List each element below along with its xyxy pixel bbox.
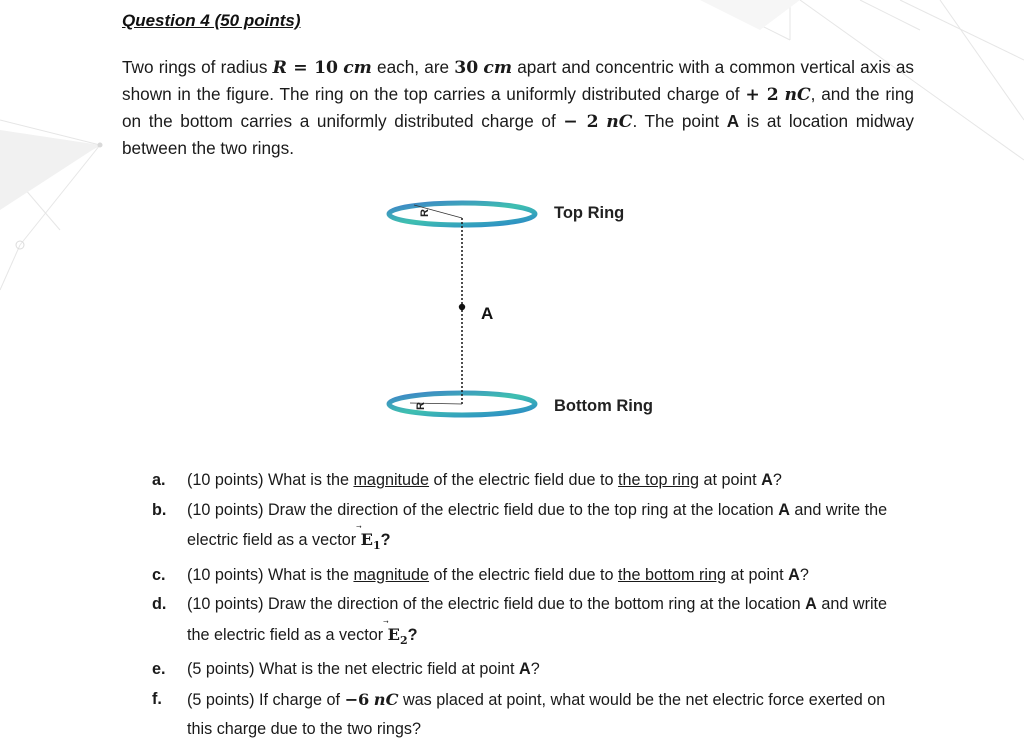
question-text: ?: [772, 471, 782, 489]
question-letter: d.: [152, 595, 167, 614]
question-text: at point: [726, 565, 789, 584]
question-text: (10 points) Draw the direction of the electric field due to the bottom ring at the location: [187, 595, 806, 614]
equals-sign: =: [286, 58, 315, 78]
question-e: [152, 655, 912, 685]
statement-text: . The point: [632, 111, 727, 131]
separation-value: 30: [454, 58, 479, 78]
statement-text: is at location midway between the two rings.: [122, 111, 914, 158]
point-a-ref: A: [726, 111, 740, 131]
point-a-dot: [459, 304, 465, 310]
underlined-term: magnitude: [353, 565, 430, 584]
question-letter: c.: [152, 565, 166, 584]
test-charge-unit: nC: [373, 689, 399, 709]
vector-subscript: 1: [372, 539, 381, 553]
bottom-ring-label: Bottom Ring: [554, 397, 653, 415]
underlined-term: the top ring: [618, 471, 700, 489]
top-charge-value: + 2: [745, 85, 779, 105]
vector-letter: E: [387, 624, 400, 644]
question-text: and write the electric field as a vector: [187, 595, 888, 644]
question-letter: a.: [152, 471, 166, 489]
vector-e1: [361, 525, 381, 561]
statement-text: Two rings of radius: [122, 57, 273, 77]
question-a: [152, 466, 912, 496]
statement-text: apart and concentric with a common vertical axis as shown in the figure. The ring on the top carries a uniformly distributed charge of: [122, 57, 914, 104]
bottom-charge-unit: nC: [606, 112, 633, 132]
question-text: (5 points) What is the net electric field at point: [187, 660, 520, 679]
question-text: ?: [530, 660, 540, 679]
question-c: [152, 561, 912, 591]
rings-figure: [380, 185, 700, 435]
question-letter: b.: [152, 500, 167, 519]
question-text: ?: [380, 531, 391, 549]
question-list: [152, 466, 912, 745]
question-letter: f.: [152, 689, 162, 708]
question-text: (10 points) What is the: [187, 471, 354, 489]
underlined-term: magnitude: [353, 471, 430, 489]
vector-letter: E: [360, 530, 373, 549]
radius-value: 10: [314, 58, 339, 78]
question-text: ?: [407, 625, 418, 644]
point-a-ref: A: [761, 471, 773, 489]
top-ring-label: Top Ring: [554, 204, 625, 222]
bottom-charge-value: − 2: [563, 112, 599, 132]
vector-e2: [388, 620, 408, 656]
question-heading: Question 4 (50 points): [122, 11, 301, 30]
question-text: was placed at point, what would be the net electric force exerted on this charge due to the two rings?: [187, 690, 886, 739]
vector-subscript: 2: [399, 633, 408, 647]
top-ring: [389, 203, 535, 225]
question-f: [152, 685, 912, 745]
underlined-term: the bottom ring: [618, 565, 727, 584]
problem-statement: [122, 54, 914, 161]
question-text: ?: [799, 565, 809, 584]
question-text: (5 points) If charge of: [187, 690, 345, 709]
question-text: of the electric field due to: [429, 565, 619, 584]
question-text: at point: [699, 471, 762, 489]
question-text: and write the electric field as a vector: [187, 500, 888, 549]
statement-text: , and the ring on the bottom carries a uniformly distributed charge of: [122, 84, 914, 131]
point-a-ref: A: [519, 660, 531, 679]
separation-unit: cm: [483, 58, 513, 78]
question-text: of the electric field due to: [429, 471, 619, 489]
point-a-label: A: [481, 304, 494, 323]
question-b: [152, 496, 912, 561]
test-charge-value: −6: [344, 689, 370, 709]
statement-text: each, are: [371, 57, 455, 77]
top-radius-label: R: [419, 209, 431, 217]
radius-symbol: R: [272, 58, 287, 78]
point-a-ref: A: [788, 565, 800, 584]
question-text: (10 points) Draw the direction of the electric field due to the top ring at the location: [187, 500, 779, 519]
point-a-ref: A: [805, 595, 817, 614]
radius-unit: cm: [343, 58, 372, 78]
question-text: (10 points) What is the: [187, 565, 354, 584]
point-a-ref: A: [778, 500, 790, 519]
question-letter: e.: [152, 660, 166, 679]
question-d: [152, 590, 912, 655]
bottom-radius-label: R: [415, 402, 427, 410]
top-charge-unit: nC: [784, 85, 811, 105]
